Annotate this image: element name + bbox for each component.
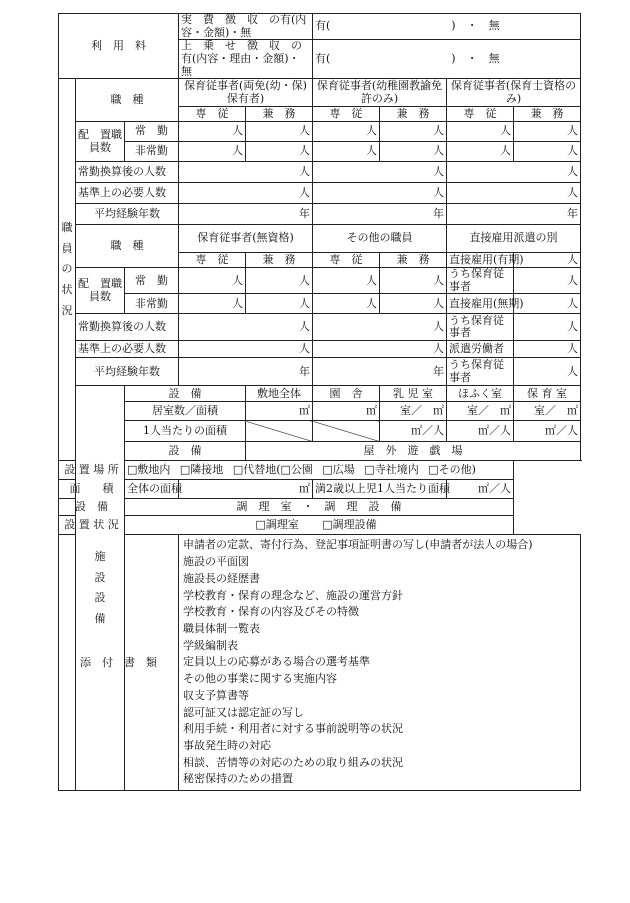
count-field[interactable]: 人 — [514, 294, 581, 314]
count-field[interactable]: 人 — [313, 341, 447, 358]
required-count-label: 基準上の必要人数 — [76, 183, 179, 204]
count-field[interactable]: 人 — [380, 294, 447, 314]
install-status-label: 設 置 状 況 — [59, 516, 125, 535]
per-child-area-field[interactable]: ㎡／人 — [380, 421, 447, 442]
count-field[interactable]: 人 — [313, 294, 380, 314]
count-field[interactable]: 人 — [447, 142, 514, 162]
count-field[interactable]: 人 — [313, 122, 380, 142]
count-field[interactable]: 人 — [246, 122, 313, 142]
location-option[interactable]: □寺社境内 — [364, 463, 419, 477]
nonregular-label: 非常勤 — [125, 142, 179, 162]
of-which-label: うち保育従事者 — [447, 358, 514, 386]
site-total-header: 敷地全体 — [246, 386, 313, 402]
parttime-header: 兼 務 — [514, 107, 581, 122]
years-field[interactable]: 年 — [313, 358, 447, 386]
count-field[interactable]: 人 — [246, 268, 313, 294]
kitchen-option[interactable]: □調理設備 — [322, 518, 377, 532]
kitchen-header: 調 理 室 ・ 調 理 設 備 — [125, 499, 514, 516]
count-field[interactable]: 人 — [313, 314, 447, 341]
count-field[interactable]: 人 — [447, 162, 581, 183]
count-field[interactable]: 人 — [179, 341, 313, 358]
count-field[interactable]: 人 — [447, 183, 581, 204]
staff-section-label: 職員の状況 — [59, 79, 76, 461]
fulltime-header: 専 従 — [313, 107, 380, 122]
room-area-field[interactable]: 室／ ㎡ — [380, 402, 447, 421]
total-area-field[interactable]: ㎡ — [179, 480, 313, 499]
room-area-field[interactable]: 室／ ㎡ — [447, 402, 514, 421]
outdoor-playground-header: 屋 外 遊 戯 場 — [246, 442, 581, 461]
fulltime-header: 専 従 — [179, 107, 246, 122]
equipment-label: 設 備 — [125, 386, 246, 402]
kitchen-option[interactable]: □調理室 — [255, 518, 299, 532]
attachment-item: 施設の平面図 — [183, 555, 249, 569]
count-field[interactable]: 人 — [514, 253, 581, 268]
room-area-field[interactable]: 室／ ㎡ — [514, 402, 581, 421]
count-field[interactable]: 人 — [514, 314, 581, 341]
attachment-item: 相談、苦情等の対応のための取り組みの状況 — [183, 755, 403, 769]
count-field[interactable]: 人 — [313, 142, 380, 162]
converted-count-label: 常勤換算後の人数 — [76, 314, 179, 341]
attachment-item: 学校教育・保育の内容及びその特徴 — [183, 605, 359, 619]
count-field[interactable]: 人 — [380, 122, 447, 142]
count-field[interactable]: 人 — [380, 268, 447, 294]
attachment-item: 事故発生時の対応 — [183, 738, 271, 752]
experience-label: 平均経験年数 — [76, 358, 179, 386]
per-child-area-field[interactable]: ㎡／人 — [514, 421, 581, 442]
attachment-item: 秘密保持のための措置 — [183, 772, 293, 786]
location-option[interactable]: □隣接地 — [179, 463, 224, 477]
fulltime-header: 専 従 — [179, 253, 246, 268]
fulltime-header: 専 従 — [447, 107, 514, 122]
crawling-room-header: ほふく室 — [447, 386, 514, 402]
total-area-label: 全体の面積 — [125, 480, 179, 499]
parttime-header: 兼 務 — [380, 107, 447, 122]
required-count-label: 基準上の必要人数 — [76, 341, 179, 358]
attachment-item: 収支予算書等 — [183, 688, 249, 702]
category-other-staff: その他の職員 — [313, 225, 447, 253]
actual-cost-field[interactable]: 有( ) ・ 無 — [313, 14, 581, 40]
years-field[interactable]: 年 — [447, 204, 581, 225]
per-child-area-label: 1人当たりの面積 — [125, 421, 246, 442]
direct-unfixed-label: 直接雇用(無期) — [447, 294, 514, 314]
count-field[interactable]: 人 — [313, 268, 380, 294]
kitchen-options[interactable] — [125, 516, 514, 535]
attachment-item: 利用手続・利用者に対する事前説明等の状況 — [183, 722, 403, 736]
facility-section-label: 施設設備 — [76, 386, 125, 791]
count-field[interactable]: 人 — [179, 294, 246, 314]
dispatch-label: 派遣労働者 — [447, 341, 514, 358]
attachments-label: 添 付 書 類 — [59, 535, 179, 791]
count-field[interactable]: 人 — [313, 183, 447, 204]
equipment-label: 設 備 — [125, 442, 246, 461]
parttime-header: 兼 務 — [246, 107, 313, 122]
placement-label: 配 置職員数 — [76, 122, 125, 162]
count-field[interactable]: 人 — [179, 183, 313, 204]
regular-label: 常 勤 — [125, 122, 179, 142]
actual-cost-label: 実 費 徴 収 の有(内容・金額)・無 — [179, 14, 313, 40]
category-dual-license: 保育従事者(両免(幼・保)保有者) — [179, 79, 313, 107]
fee-label: 利 用 料 — [59, 14, 179, 79]
count-field[interactable]: 人 — [179, 142, 246, 162]
category-nursery-license: 保育従事者(保育士資格のみ) — [447, 79, 581, 107]
count-field[interactable]: 人 — [380, 142, 447, 162]
area-label: 面 積 — [59, 480, 125, 499]
application-form — [58, 13, 580, 791]
location-options[interactable] — [125, 461, 514, 480]
attachment-item: 定員以上の応募がある場合の選考基準 — [183, 655, 370, 669]
location-label: 設 置 場 所 — [59, 461, 125, 480]
nonregular-label: 非常勤 — [125, 294, 179, 314]
diagonal-cell — [313, 421, 380, 442]
job-type-label: 職 種 — [76, 225, 179, 268]
years-field[interactable]: 年 — [313, 204, 447, 225]
count-field[interactable]: 人 — [179, 268, 246, 294]
location-option[interactable]: □その他) — [428, 463, 476, 477]
attachment-item: 学級編制表 — [183, 638, 238, 652]
building-header: 園 舎 — [313, 386, 380, 402]
count-field[interactable]: 人 — [514, 268, 581, 294]
count-field[interactable]: 人 — [514, 142, 581, 162]
equipment-label: 設 備 — [59, 499, 125, 516]
location-option[interactable]: □代替地(□公園 — [232, 463, 313, 477]
location-option[interactable]: □広場 — [322, 463, 355, 477]
count-field[interactable]: 人 — [179, 314, 313, 341]
attachment-item: 申請者の定款、寄付行為、登記事項証明書の写し(申請者が法人の場合) — [183, 538, 533, 552]
upper-fee-field[interactable]: 有( ) ・ 無 — [313, 40, 581, 79]
of-which-label: うち保育従事者 — [447, 314, 514, 341]
count-field[interactable]: 人 — [514, 358, 581, 386]
attachment-item: 学校教育・保育の理念など、施設の運営方針 — [183, 588, 403, 602]
count-field[interactable]: 人 — [313, 162, 447, 183]
regular-label: 常 勤 — [125, 268, 179, 294]
job-type-label: 職 種 — [76, 79, 179, 122]
direct-fixed-label: 直接雇用(有期) — [447, 253, 514, 268]
attachments-list — [179, 535, 581, 791]
area-field[interactable]: ㎡ — [313, 402, 380, 421]
category-employment-type: 直接雇用派遣の別 — [447, 225, 581, 253]
attachment-item: 認可証又は認定証の写し — [183, 705, 304, 719]
count-field[interactable]: 人 — [179, 122, 246, 142]
form-table — [58, 13, 581, 791]
infant-room-header: 乳 児 室 — [380, 386, 447, 402]
rooms-area-label: 居室数／面積 — [125, 402, 246, 421]
per-child-over2-label: 満2歳以上児1人当たり面積 — [313, 480, 447, 499]
converted-count-label: 常勤換算後の人数 — [76, 162, 179, 183]
years-field[interactable]: 年 — [179, 204, 313, 225]
count-field[interactable]: 人 — [246, 142, 313, 162]
count-field[interactable]: 人 — [179, 162, 313, 183]
attachment-item: その他の事業に関する実施内容 — [183, 672, 337, 686]
experience-label: 平均経験年数 — [76, 204, 179, 225]
of-which-label: うち保育従事者 — [447, 268, 514, 294]
parttime-header: 兼 務 — [246, 253, 313, 268]
location-option[interactable]: □敷地内 — [127, 463, 171, 477]
attachment-item: 職員体制一覧表 — [183, 622, 260, 635]
years-field[interactable]: 年 — [179, 358, 313, 386]
category-kindergarten-license: 保育従事者(幼稚園教諭免許のみ) — [313, 79, 447, 107]
count-field[interactable]: 人 — [514, 122, 581, 142]
attachment-item: 施設長の経歴書 — [183, 571, 260, 585]
parttime-header: 兼 務 — [380, 253, 447, 268]
count-field[interactable]: 人 — [246, 294, 313, 314]
childcare-room-header: 保 育 室 — [514, 386, 581, 402]
placement-label: 配 置職員数 — [76, 268, 125, 314]
area-field[interactable]: ㎡ — [246, 402, 313, 421]
per-child-area-field[interactable]: ㎡／人 — [447, 421, 514, 442]
count-field[interactable]: 人 — [447, 122, 514, 142]
count-field[interactable]: 人 — [514, 341, 581, 358]
category-unqualified: 保育従事者(無資格) — [179, 225, 313, 253]
fulltime-header: 専 従 — [313, 253, 380, 268]
diagonal-cell — [246, 421, 313, 442]
per-child-over2-field[interactable]: ㎡／人 — [447, 480, 514, 499]
upper-fee-label: 上 乗 せ 徴 収 の有(内容・理由・金額)・無 — [179, 40, 313, 79]
